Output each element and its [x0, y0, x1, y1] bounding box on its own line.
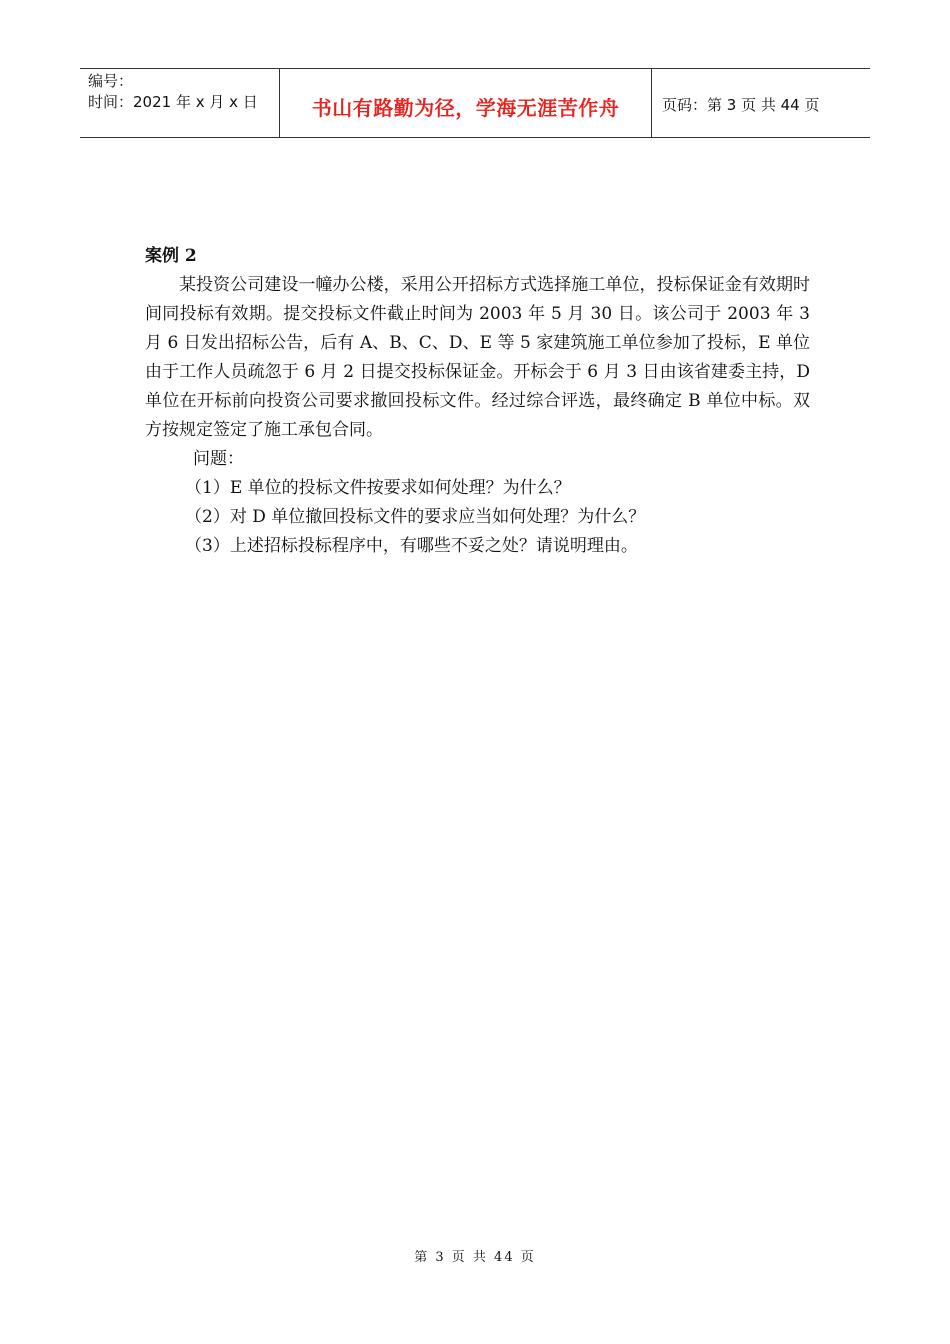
page-header	[80, 68, 870, 138]
question-item: （3）上述招标投标程序中，有哪些不妥之处？请说明理由。	[185, 536, 638, 556]
case-paragraph: 某投资公司建设一幢办公楼，采用公开招标方式选择施工单位，投标保证金有效期时间同投标有效期。提交投标文件截止时间为 2003 年 5 月 30 日。该公司于 2003 年 3 月 6 日发出招标公告，后有 A、B、C、D、E 等 5 家建筑施工单位参加了投标，E 单位由于工作人员疏忽于 6 月 2 日提交投标保证金。开标会于 6 月 3 日由该省建委主持，D 单位在开标前向投资公司要求撤回投标文件。经过综合评选，最终确定 B 单位中标。双方按规定签定了施工承包合同。	[145, 275, 810, 440]
code-label: 编号：	[88, 72, 134, 90]
header-motto: 书山有路勤为径，学海无涯苦作舟	[280, 69, 652, 137]
questions-label: 问题：	[193, 449, 244, 469]
question-item: （2）对 D 单位撤回投标文件的要求应当如何处理？为什么？	[185, 507, 646, 527]
case-title: 案例 2	[145, 246, 197, 266]
header-page-info: 页码：第 3 页 共 44 页	[662, 95, 820, 114]
header-meta	[80, 69, 280, 137]
document-body	[145, 242, 810, 561]
page-footer: 第 3 页 共 44 页	[414, 1250, 536, 1265]
time-text: 时间：2021 年 x 月 x 日	[88, 93, 258, 111]
question-item: （1）E 单位的投标文件按要求如何处理？为什么？	[185, 478, 571, 498]
